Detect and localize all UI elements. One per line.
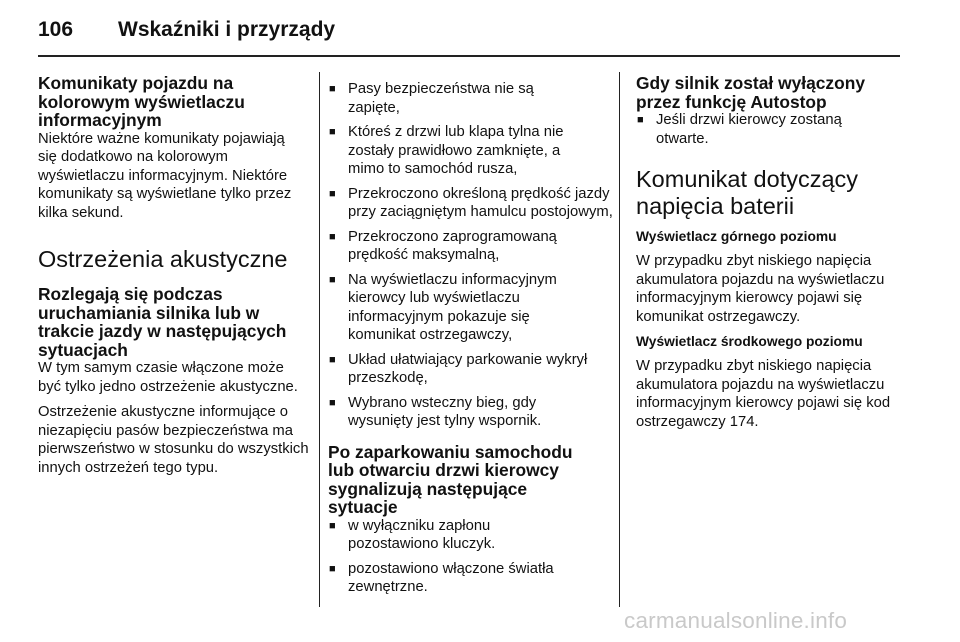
paragraph-komunikaty: Niektóre ważne komunikaty pojawiają się dodatkowo na kolorowym wyświetlaczu informacyjnym. Niektóre komunikaty są wyświetlane tylko przez kilka sekund.: [38, 130, 292, 221]
page-number: 106: [38, 18, 74, 41]
list-item: ■ Przekroczono określoną prędkość jazdy przy zaciągniętym hamulcu postojowym,: [328, 185, 613, 222]
list-item: ■ Któreś z drzwi lub klapa tylna nie zostały prawidłowo zamknięte, a mimo to samochód rusza,: [328, 123, 598, 179]
paragraph-pasy-pierwszenstwo: Ostrzeżenie akustyczne informujące o niezapięciu pasów bezpieczeństwa ma pierwszeństwo w stosunku do wszystkich innych ostrzeżeń tego typu.: [38, 404, 309, 476]
list-item: ■ Pasy bezpieczeństwa nie są zapięte,: [328, 80, 580, 117]
list-item: ■ w wyłączniku zapłonu pozostawiono kluczyk.: [328, 517, 578, 554]
heading-komunikat-napiecia: Komunikat dotyczący napięcia baterii: [636, 166, 859, 219]
list-item: ■ pozostawiono włączone światła zewnętrzne.: [328, 560, 598, 597]
warning-situations-list: [328, 80, 613, 431]
header-divider: [38, 55, 900, 57]
list-item: ■ Jeśli drzwi kierowcy zostaną otwarte.: [636, 111, 866, 148]
heading-po-zaparkowaniu: Po zaparkowaniu samochodu lub otwarciu drzwi kierowcy sygnalizują następujące sytuacje: [328, 441, 573, 517]
paragraph-jedno-ostrzezenie: W tym samym czasie włączone może być tylko jedno ostrzeżenie akustyczne.: [38, 360, 298, 395]
paragraph-wyswietlacz-gornego: W przypadku zbyt niskiego napięcia akumulatora pojazdu na wyświetlaczu informacyjnym kierowcy pojawi się komunikat ostrzegawczy.: [636, 253, 885, 325]
column-divider-1: [319, 72, 320, 607]
parked-situations-list: [328, 517, 608, 597]
autostop-list: [636, 111, 906, 148]
heading-wyswietlacz-gornego: Wyświetlacz górnego poziomu: [636, 229, 837, 244]
heading-wyswietlacz-srodkowego: Wyświetlacz środkowego poziomu: [636, 334, 863, 349]
heading-autostop: Gdy silnik został wyłączony przez funkcję Autostop: [636, 73, 866, 112]
watermark: carmanualsonline.info: [624, 608, 848, 633]
column-middle: [328, 74, 613, 603]
page-title: Wskaźniki i przyrządy: [118, 18, 336, 41]
list-item: ■ Wybrano wsteczny bieg, gdy wysunięty jest tylny wspornik.: [328, 394, 603, 431]
column-right: [636, 74, 906, 431]
column-divider-2: [619, 72, 620, 607]
column-left: [38, 74, 310, 477]
paragraph-wyswietlacz-srodkowego: W przypadku zbyt niskiego napięcia akumulatora pojazdu na wyświetlaczu informacyjnym kierowcy pojawi się kod ostrzegawczy 174.: [636, 358, 891, 430]
list-item: ■ Układ ułatwiający parkowanie wykrył przeszkodę,: [328, 351, 598, 388]
heading-ostrzezenia-akustyczne: Ostrzeżenia akustyczne: [38, 246, 288, 272]
list-item: ■ Na wyświetlaczu informacyjnym kierowcy lub wyświetlaczu informacyjnym pokazuje się komunikat ostrzegawczy,: [328, 271, 598, 345]
heading-rozlegaja: Rozlegają się podczas uruchamiania silnika lub w trakcie jazdy w następujących sytuacjach: [38, 284, 287, 360]
list-item: ■ Przekroczono zaprogramowaną prędkość maksymalną,: [328, 228, 603, 265]
heading-komunikaty: Komunikaty pojazdu na kolorowym wyświetlaczu informacyjnym: [38, 73, 245, 130]
